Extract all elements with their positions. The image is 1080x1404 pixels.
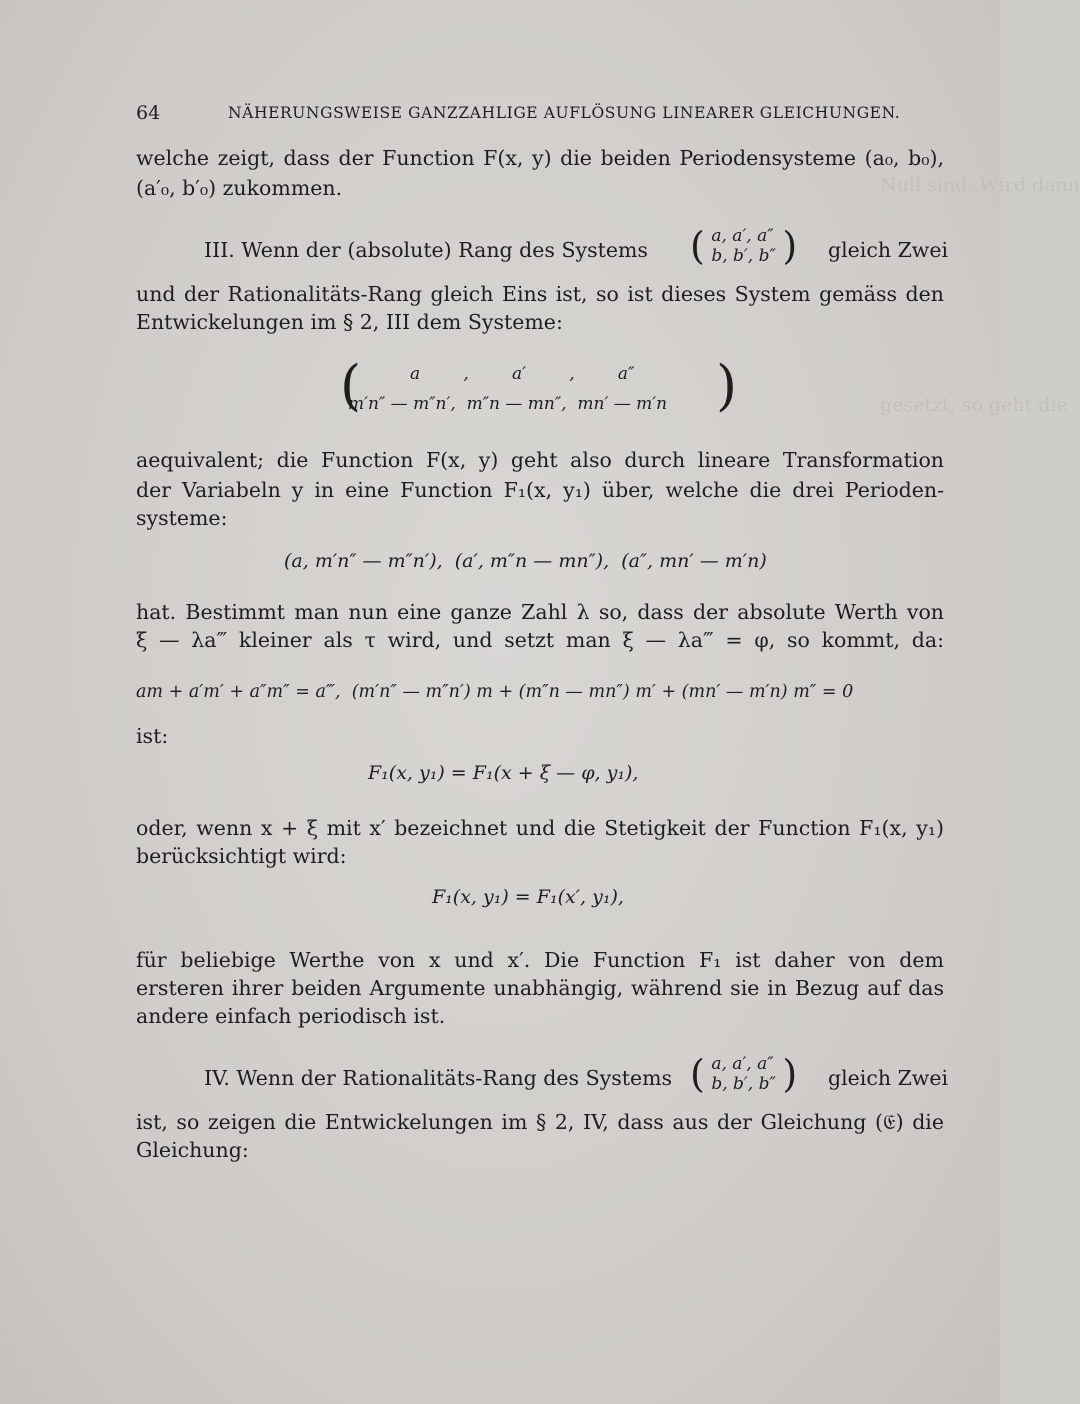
matrix-row-bottom: m′n″ — m″n′, m″n — mn″, mn′ — m′n (348, 394, 668, 414)
matrix-row-top: a, a′, a″ (711, 226, 774, 246)
text-fragment: III. Wenn der (absolute) Rang des Systems (204, 238, 648, 262)
text-line-with-matrix (136, 224, 949, 274)
system-matrix (690, 224, 797, 268)
text-line: hat. Bestimmt man nun eine ganze Zahl λ so, dass der absolute Werth von (136, 600, 944, 624)
text-line: berücksichtigt wird: (136, 844, 347, 868)
display-equation: F₁(x, y₁) = F₁(x + ξ — φ, y₁), (368, 762, 639, 784)
display-equation: (a, m′n″ — m″n′), (a′, m″n — mn″), (a″, mn′ — m′n) (284, 550, 767, 572)
right-paren: ) (716, 354, 738, 417)
text-line-with-matrix (136, 1052, 949, 1102)
text-line: aequivalent; die Function F(x, y) geht also durch lineare Transformation (136, 448, 944, 472)
bleed-through: Null sind. Wird dann (880, 174, 1080, 196)
display-equation: F₁(x, y₁) = F₁(x′, y₁), (432, 886, 624, 908)
left-paren: ( (690, 224, 705, 268)
text-line: ist: (136, 724, 169, 748)
matrix-row-bottom: b, b′, b″ (711, 1074, 776, 1094)
matrix-body (711, 226, 775, 266)
text-fragment: gleich Zwei (828, 1066, 949, 1090)
text-line: ξ — λa‴ kleiner als τ wird, und setzt man ξ — λa‴ = φ, so kommt, da: (136, 628, 944, 652)
right-paren: ) (782, 1052, 798, 1096)
matrix-body (711, 1054, 775, 1094)
bleed-through: gesetzt, so geht die (880, 394, 1068, 416)
display-equation: am + a′m′ + a″m″ = a‴, (m′n″ — m″n′) m + (m″n — mn″) m′ + (mn′ — m′n) m″ = 0 (136, 682, 854, 702)
right-paren: ) (782, 224, 798, 268)
text-line: systeme: (136, 506, 228, 530)
left-paren: ( (690, 1052, 705, 1096)
text-line: oder, wenn x + ξ mit x′ bezeichnet und die Stetigkeit der Function F₁(x, y₁) (136, 816, 944, 840)
text-line: andere einfach periodisch ist. (136, 1004, 446, 1028)
system-matrix (690, 1052, 797, 1096)
text-fragment: gleich Zwei (828, 238, 949, 262)
matrix-row-bottom: b, b′, b″ (711, 246, 776, 266)
display-matrix (340, 354, 740, 420)
text-line: ist, so zeigen die Entwickelungen im § 2, IV, dass aus der Gleichung (𝔈) die (136, 1110, 944, 1134)
text-line: welche zeigt, dass der Function F(x, y) die beiden Periodensysteme (a₀, b₀), (136, 146, 944, 170)
text-line: (a′₀, b′₀) zukommen. (136, 176, 343, 200)
text-line: ersteren ihrer beiden Argumente unabhängig, während sie in Bezug auf das (136, 976, 944, 1000)
text-line: und der Rationalitäts-Rang gleich Eins ist, so ist dieses System gemäss den (136, 282, 944, 306)
text-line: für beliebige Werthe von x und x′. Die Function F₁ ist daher von dem (136, 948, 944, 972)
page-number: 64 (136, 102, 161, 124)
text-line: der Variabeln y in eine Function F₁(x, y₁) über, welche die drei Perioden- (136, 478, 944, 502)
text-line: Gleichung: (136, 1138, 249, 1162)
running-title: NÄHERUNGSWEISE GANZZAHLIGE AUFLÖSUNG LINEARER GLEICHUNGEN. (228, 104, 901, 122)
matrix-row-top: a , a′ , a″ (410, 364, 635, 384)
text-line: Entwickelungen im § 2, III dem Systeme: (136, 310, 563, 334)
matrix-row-top: a, a′, a″ (711, 1054, 774, 1074)
text-fragment: IV. Wenn der Rationalitäts-Rang des Systems (204, 1066, 673, 1090)
left-paren: ( (340, 354, 362, 417)
